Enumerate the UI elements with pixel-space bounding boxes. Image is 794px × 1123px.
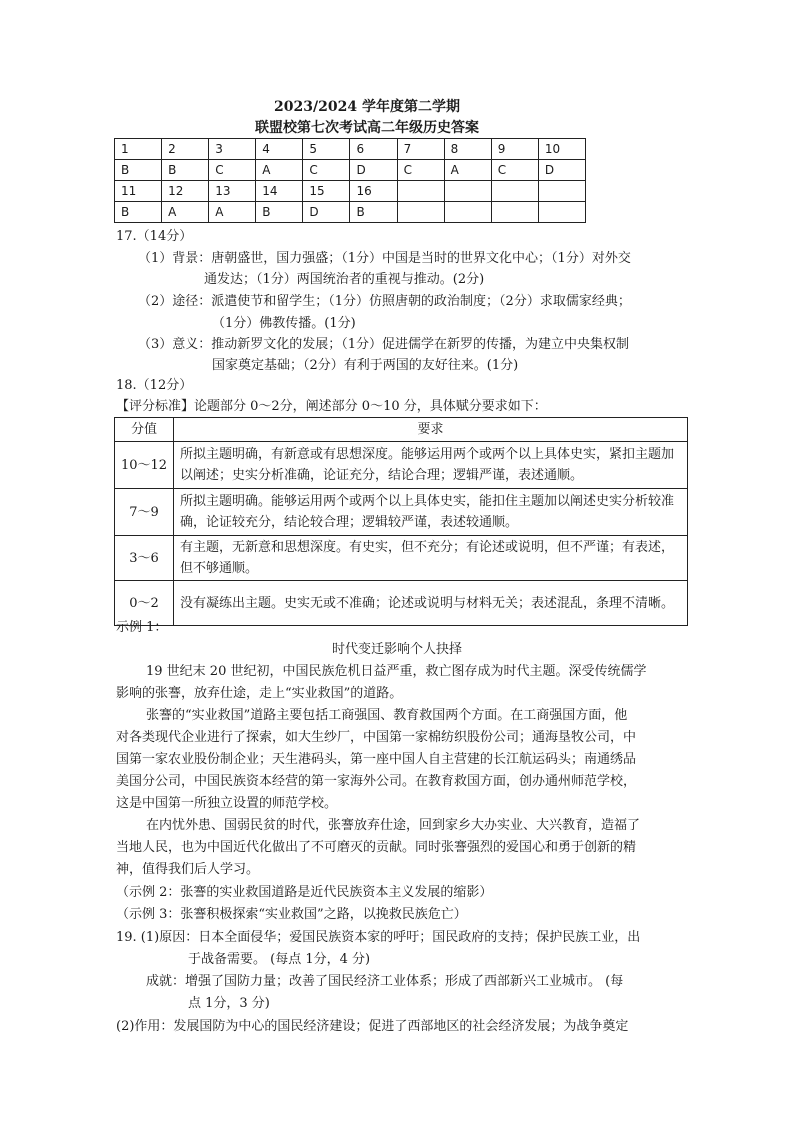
answer-cell: 8 — [444, 139, 491, 160]
q17-heading: 17.（14分） — [116, 229, 193, 244]
essay-line: 在内忧外患、国弱民贫的时代，张謇放弃仕途，回到家乡大办实业、大兴教育，造福了 — [146, 818, 641, 833]
answer-cell: C — [303, 160, 350, 181]
q17-significance-line2: 国家奠定基础；（2分）有利于两国的友好往来。(1分) — [212, 358, 519, 373]
requirement-cell: 所拟主题明确，有新意或有思想深度。能够运用两个或两个以上具体史实，紧扣主题加以阐述；史实分析准确，论证充分，结论合理；逻辑严谨，表述通顺。 — [174, 442, 688, 489]
answer-cell: B — [115, 202, 162, 223]
answer-cell: A — [209, 202, 256, 223]
answer-cell: 15 — [303, 181, 350, 202]
essay-line: 影响的张謇，放弃仕途，走上“实业救国”的道路。 — [116, 686, 403, 701]
q17-significance-line1: （3）意义：推动新罗文化的发展；（1分）促进儒学在新罗的传播，为建立中央集权制 — [138, 337, 630, 352]
score-cell: 3～6 — [115, 536, 174, 581]
score-cell: 7～9 — [115, 489, 174, 536]
table-row — [115, 442, 688, 489]
requirement-cell: 有主题，无新意和思想深度。有史实，但不充分；有论述或说明，但不严谨；有表述，但不够通顺。 — [174, 536, 688, 581]
rubric-table — [114, 417, 688, 626]
answer-cell: 7 — [397, 139, 444, 160]
answer-cell: C — [209, 160, 256, 181]
table-row — [115, 202, 586, 223]
essay-line: 张謇的“实业救国”道路主要包括工商强国、教育救国两个方面。在工商强国方面，他 — [146, 708, 628, 723]
answer-cell: D — [538, 160, 585, 181]
q17-background-line1: （1）背景：唐朝盛世，国力强盛；（1分）中国是当时的世界文化中心；（1分）对外交 — [138, 251, 631, 266]
q19-reason-line2: 于战备需要。 (每点 1分，4 分) — [188, 952, 371, 967]
example-3: （示例 3：张謇积极探索“实业救国”之路，以挽救民族危亡） — [116, 907, 467, 922]
answer-cell: A — [162, 202, 209, 223]
score-cell: 0～2 — [115, 581, 174, 626]
essay-line: 对各类现代企业进行了探索，如大生纱厂，中国第一家棉纺织股份公司；通海垦牧公司，中 — [116, 730, 637, 745]
exam-term-title: 2023/2024 学年度第二学期 — [274, 99, 460, 115]
exam-answer-title: 联盟校第七次考试高二年级历史答案 — [255, 120, 479, 136]
table-row — [115, 536, 688, 581]
answer-cell — [538, 181, 585, 202]
essay-line: 国第一家农业股份制企业；天生港码头，第一座中国人自主营建的长江航运码头；南通绣品 — [116, 752, 637, 767]
answer-cell: D — [303, 202, 350, 223]
q19-achievement-line2: 点 1分，3 分) — [188, 996, 270, 1011]
requirement-cell: 没有凝练出主题。史实无或不准确；论述或说明与材料无关；表述混乱，条理不清晰。 — [174, 581, 688, 626]
essay-line: 这是中国第一所独立设置的师范学校。 — [116, 796, 338, 811]
q19-reason-line1: 19. (1)原因：日本全面侵华；爱国民族资本家的呼吁；国民政府的支持；保护民族工业，出 — [116, 930, 641, 945]
column-header-score: 分值 — [115, 418, 174, 442]
answer-cell: A — [444, 160, 491, 181]
table-row — [115, 581, 688, 626]
q17-approach-line1: （2）途径：派遣使节和留学生；（1分）仿照唐朝的政治制度；（2分）求取儒家经典； — [138, 294, 631, 309]
answer-cell — [397, 202, 444, 223]
answer-cell: 14 — [256, 181, 303, 202]
q17-background-line2: 通发达；（1分）两国统治者的重视与推动。(2分) — [204, 272, 485, 287]
example-label: 示例 1： — [116, 620, 168, 635]
answer-cell: 2 — [162, 139, 209, 160]
answer-cell — [491, 202, 538, 223]
q17-approach-line2: （1分）佛教传播。(1分) — [212, 316, 356, 331]
score-cell: 10～12 — [115, 442, 174, 489]
answer-cell: 3 — [209, 139, 256, 160]
table-row — [115, 181, 586, 202]
essay-line: 美国分公司，中国民族资本经营的第一家海外公司。在教育救国方面，创办通州师范学校， — [116, 774, 637, 789]
answer-cell: D — [350, 160, 397, 181]
table-row — [115, 139, 586, 160]
answer-cell: A — [256, 160, 303, 181]
answer-cell: B — [115, 160, 162, 181]
q18-criteria: 【评分标准】论题部分 0～2分，阐述部分 0～10 分，具体赋分要求如下： — [116, 399, 547, 414]
answer-cell: 13 — [209, 181, 256, 202]
answer-cell: 1 — [115, 139, 162, 160]
answer-cell: B — [350, 202, 397, 223]
answer-cell: 6 — [350, 139, 397, 160]
answer-cell — [538, 202, 585, 223]
essay-line: 19 世纪末 20 世纪初，中国民族危机日益严重，救亡图存成为时代主题。深受传统儒学 — [146, 664, 647, 679]
table-row — [115, 489, 688, 536]
answer-cell: 12 — [162, 181, 209, 202]
answer-cell: 16 — [350, 181, 397, 202]
answer-cell — [397, 181, 444, 202]
answer-cell: C — [397, 160, 444, 181]
q18-heading: 18.（12分） — [116, 378, 193, 393]
essay-title: 时代变迁影响个人抉择 — [331, 642, 462, 657]
answer-cell — [444, 202, 491, 223]
column-header-requirement: 要求 — [174, 418, 688, 442]
answer-cell: 5 — [303, 139, 350, 160]
answer-cell: 10 — [538, 139, 585, 160]
example-2: （示例 2：张謇的实业救国道路是近代民族资本主义发展的缩影） — [116, 885, 493, 900]
answer-cell — [444, 181, 491, 202]
answer-cell: 11 — [115, 181, 162, 202]
q19-effect-line: (2)作用：发展国防为中心的国民经济建设；促进了西部地区的社会经济发展；为战争奠定 — [116, 1019, 629, 1034]
answer-cell: B — [162, 160, 209, 181]
essay-line: 神，值得我们后人学习。 — [116, 862, 260, 877]
answer-cell: 4 — [256, 139, 303, 160]
answer-cell — [491, 181, 538, 202]
requirement-cell: 所拟主题明确。能够运用两个或两个以上具体史实，能扣住主题加以阐述史实分析较准确，论证较充分，结论较合理；逻辑较严谨，表述较通顺。 — [174, 489, 688, 536]
answer-cell: 9 — [491, 139, 538, 160]
essay-line: 当地人民，也为中国近代化做出了不可磨灭的贡献。同时张謇强烈的爱国心和勇于创新的精 — [116, 840, 637, 855]
answer-cell: B — [256, 202, 303, 223]
table-header-row — [115, 418, 688, 442]
answer-key-table — [114, 138, 586, 223]
table-row — [115, 160, 586, 181]
q19-achievement-line1: 成就：增强了国防力量；改善了国民经济工业体系；形成了西部新兴工业城市。 (每 — [146, 974, 624, 989]
answer-cell: C — [491, 160, 538, 181]
